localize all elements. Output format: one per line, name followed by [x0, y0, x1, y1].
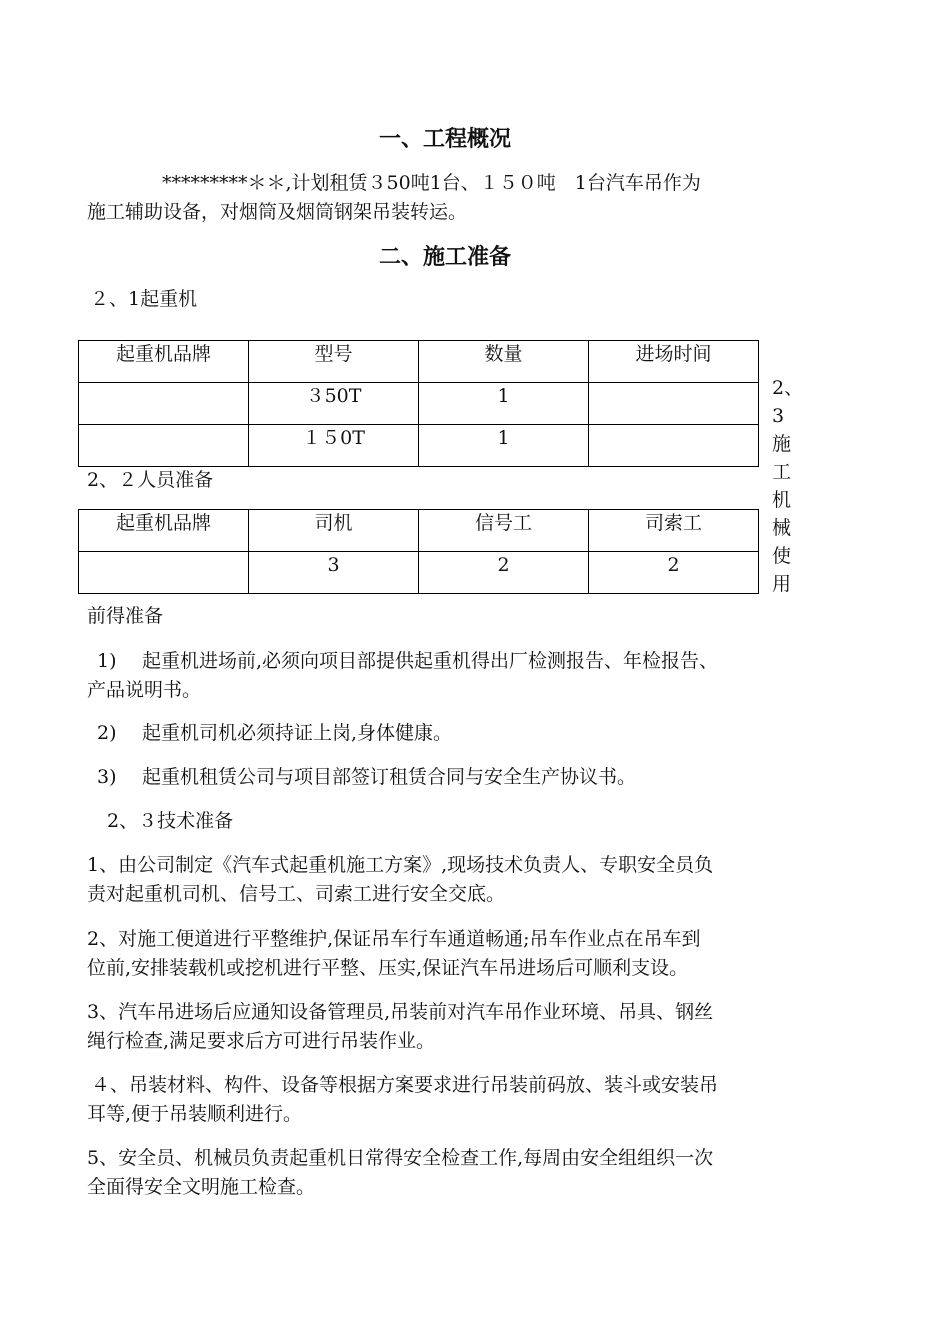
- tech-item-line: 3、汽车吊进场后应通知设备管理员,吊装前对汽车吊作业环境、吊具、钢丝: [87, 1001, 714, 1023]
- tech-item-line: 责对起重机司机、信号工、司索工进行安全交底。: [87, 883, 506, 905]
- table-cell: 2: [589, 552, 759, 594]
- vertical-char: 械: [772, 517, 792, 539]
- table-cell: [589, 383, 759, 425]
- table-row: [79, 383, 759, 425]
- item-number: 2): [97, 722, 117, 744]
- header-cell: 起重机品牌: [79, 341, 249, 383]
- header-cell: 司机: [249, 510, 419, 552]
- table-row: [79, 425, 759, 467]
- tech-item-line: 2、对施工便道进行平整维护,保证吊车行车通道畅通;吊车作业点在吊车到: [87, 928, 701, 950]
- item-text: 起重机进场前,必须向项目部提供起重机得出厂检测报告、年检报告、: [142, 650, 719, 672]
- item-text: 起重机租赁公司与项目部签订租赁合同与安全生产协议书。: [142, 766, 637, 788]
- table-row: [79, 552, 759, 594]
- table-cell: 1: [419, 383, 589, 425]
- personnel-subheading: 2、２人员准备: [87, 469, 214, 491]
- table-cell: 3: [249, 552, 419, 594]
- item-text: 起重机司机必须持证上岗,身体健康。: [142, 722, 453, 744]
- table-cell: ３50T: [249, 383, 419, 425]
- table-cell: [589, 425, 759, 467]
- intro-line1: *********＊＊,计划租赁３50吨1台、１５０吨 1台汽车吊作为: [162, 172, 701, 194]
- vertical-char: 工: [772, 461, 792, 483]
- item-number: 3): [97, 766, 117, 788]
- tech-item-line: 绳行检查,满足要求后方可进行吊装作业。: [87, 1030, 436, 1052]
- tech-item-line: ４、吊装材料、构件、设备等根据方案要求进行吊装前码放、装斗或安装吊: [91, 1074, 719, 1096]
- tech-item-line: 5、安全员、机械员负责起重机日常得安全检查工作,每周由安全组组织一次: [87, 1147, 714, 1169]
- table-cell: 1: [419, 425, 589, 467]
- tech-item-line: 全面得安全文明施工检查。: [87, 1176, 316, 1198]
- header-cell: 进场时间: [589, 341, 759, 383]
- table-cell: [79, 425, 249, 467]
- table-cell: [79, 383, 249, 425]
- header-cell: 信号工: [419, 510, 589, 552]
- vertical-subheading: [772, 374, 802, 598]
- vertical-char: 机: [772, 489, 792, 511]
- header-cell: 数量: [419, 341, 589, 383]
- tech-item-line: 位前,安排装载机或挖机进行平整、压实,保证汽车吊进场后可顺利支设。: [87, 957, 689, 979]
- crane-table: [78, 340, 759, 467]
- prep-tail: 前得准备: [87, 605, 164, 627]
- section2-title: 二、施工准备: [378, 245, 511, 270]
- tech-item-line: 耳等,便于吊装顺利进行。: [87, 1103, 303, 1125]
- item-text-cont: 产品说明书。: [87, 679, 202, 701]
- vertical-char: 2、: [772, 377, 804, 399]
- table-cell: 2: [419, 552, 589, 594]
- vertical-char: 3: [772, 405, 785, 427]
- vertical-char: 使: [772, 545, 792, 567]
- table-header-row: [79, 510, 759, 552]
- tech-subheading: 2、３技术准备: [107, 810, 234, 832]
- intro-line2: 施工辅助设备，对烟筒及烟筒钢架吊装转运。: [87, 201, 468, 223]
- item-number: 1): [97, 650, 117, 672]
- header-cell: 型号: [249, 341, 419, 383]
- header-cell: 起重机品牌: [79, 510, 249, 552]
- table-header-row: [79, 341, 759, 383]
- vertical-char: 施: [772, 433, 792, 455]
- vertical-char: 用: [772, 573, 792, 595]
- table-cell: １５0T: [249, 425, 419, 467]
- personnel-table: [78, 509, 759, 594]
- table-cell: [79, 552, 249, 594]
- crane-subheading: ２、1起重机: [90, 288, 198, 310]
- header-cell: 司索工: [589, 510, 759, 552]
- tech-item-line: 1、由公司制定《汽车式起重机施工方案》,现场技术负责人、专职安全员负: [87, 854, 714, 876]
- section1-title: 一、工程概况: [378, 127, 511, 152]
